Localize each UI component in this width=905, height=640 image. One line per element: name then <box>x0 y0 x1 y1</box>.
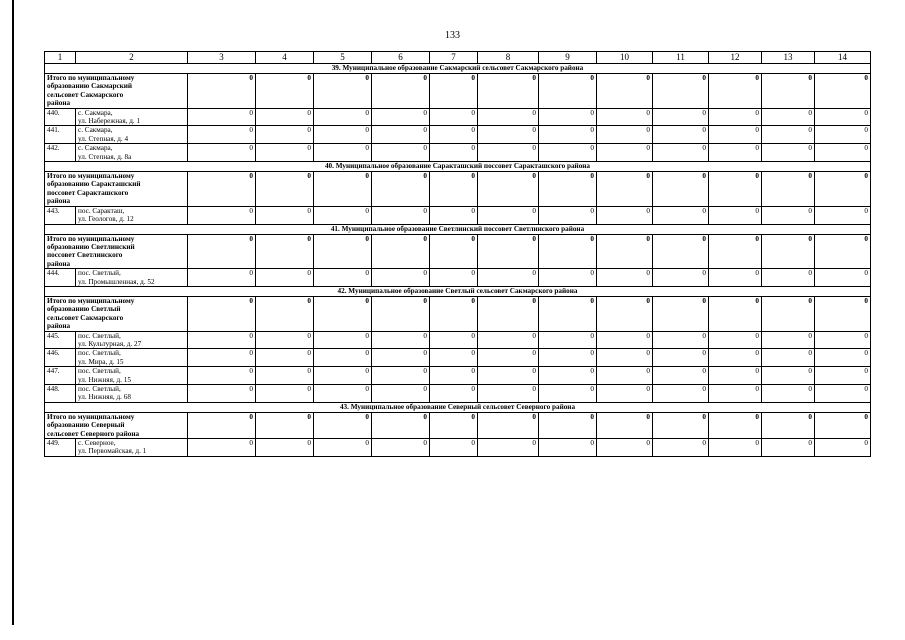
value-cell: 0 <box>597 331 653 349</box>
value-cell: 0 <box>478 412 539 438</box>
value-cell: 0 <box>762 144 815 162</box>
value-cell: 0 <box>430 367 478 385</box>
value-cell: 0 <box>314 367 372 385</box>
value-cell: 0 <box>539 331 597 349</box>
cell-line: поссовет Светлинского <box>47 251 123 260</box>
value-cell: 0 <box>597 234 653 269</box>
value-cell: 0 <box>430 206 478 224</box>
value-cell: 0 <box>762 172 815 207</box>
left-margin-rule <box>12 0 14 625</box>
cell-line: образованию Сакмарский <box>47 82 133 91</box>
table-row <box>45 144 871 162</box>
cell-line: Итого по муниципальному <box>47 412 135 421</box>
table-row <box>45 108 871 126</box>
value-cell: 0 <box>815 144 871 162</box>
address-cell <box>76 331 188 349</box>
value-cell: 0 <box>372 144 430 162</box>
value-cell: 0 <box>188 439 256 457</box>
total-label <box>45 296 188 331</box>
value-cell: 0 <box>430 331 478 349</box>
row-number: 449. <box>45 439 76 457</box>
value-cell: 0 <box>762 296 815 331</box>
value-cell: 0 <box>539 367 597 385</box>
value-cell: 0 <box>256 385 314 403</box>
total-row <box>45 412 871 438</box>
cell-line: Итого по муниципальному <box>47 74 135 82</box>
value-cell: 0 <box>430 349 478 367</box>
value-cell: 0 <box>256 412 314 438</box>
cell-line: ул. Нижняя, д. 15 <box>78 375 131 384</box>
cell-line: с. Северное, <box>78 439 116 448</box>
value-cell: 0 <box>762 206 815 224</box>
value-cell: 0 <box>815 206 871 224</box>
value-cell: 0 <box>478 234 539 269</box>
cell-line: пос. Светлый, <box>78 367 121 376</box>
value-cell: 0 <box>709 367 762 385</box>
section-title: 41. Муниципальное образование Светлинский поссовет Светлинского района <box>45 224 871 234</box>
value-cell: 0 <box>188 412 256 438</box>
cell-line: с. Сакмара, <box>78 108 113 117</box>
value-cell: 0 <box>372 296 430 331</box>
value-cell: 0 <box>653 412 709 438</box>
value-cell: 0 <box>372 126 430 144</box>
address-cell <box>76 144 188 162</box>
value-cell: 0 <box>597 172 653 207</box>
column-header-row <box>45 52 871 64</box>
value-cell: 0 <box>188 144 256 162</box>
value-cell: 0 <box>188 74 256 109</box>
value-cell: 0 <box>188 234 256 269</box>
value-cell: 0 <box>256 349 314 367</box>
cell-line: района <box>47 322 71 331</box>
column-header: 6 <box>372 52 430 64</box>
cell-line: Итого по муниципальному <box>47 172 135 181</box>
row-number: 448. <box>45 385 76 403</box>
value-cell: 0 <box>709 108 762 126</box>
cell-line: пос. Светлый, <box>78 349 121 358</box>
value-cell: 0 <box>762 385 815 403</box>
value-cell: 0 <box>539 74 597 109</box>
cell-line: ул. Степная, д. 4 <box>78 134 129 143</box>
table-row <box>45 367 871 385</box>
value-cell: 0 <box>709 296 762 331</box>
total-row <box>45 172 871 207</box>
cell-line: ул. Степная, д. 8а <box>78 152 132 161</box>
cell-line: ул. Набережная, д. 1 <box>78 117 141 126</box>
value-cell: 0 <box>314 349 372 367</box>
value-cell: 0 <box>815 412 871 438</box>
value-cell: 0 <box>653 172 709 207</box>
table-row <box>45 349 871 367</box>
cell-line: ул. Геологов, д. 12 <box>78 215 134 224</box>
value-cell: 0 <box>539 269 597 287</box>
cell-line: района <box>47 259 71 268</box>
row-number: 442. <box>45 144 76 162</box>
value-cell: 0 <box>597 439 653 457</box>
value-cell: 0 <box>653 439 709 457</box>
value-cell: 0 <box>597 269 653 287</box>
table-row <box>45 206 871 224</box>
value-cell: 0 <box>188 206 256 224</box>
value-cell: 0 <box>762 331 815 349</box>
value-cell: 0 <box>653 349 709 367</box>
value-cell: 0 <box>372 234 430 269</box>
cell-line: поссовет Саракташского <box>47 188 129 197</box>
value-cell: 0 <box>815 385 871 403</box>
value-cell: 0 <box>539 296 597 331</box>
cell-line: района <box>47 99 71 108</box>
table-row <box>45 439 871 457</box>
cell-line: сельсовет Северного района <box>47 429 140 438</box>
value-cell: 0 <box>709 412 762 438</box>
data-table <box>44 51 871 457</box>
value-cell: 0 <box>709 385 762 403</box>
value-cell: 0 <box>762 108 815 126</box>
value-cell: 0 <box>709 234 762 269</box>
value-cell: 0 <box>539 385 597 403</box>
column-header: 7 <box>430 52 478 64</box>
table-row <box>45 269 871 287</box>
value-cell: 0 <box>815 108 871 126</box>
value-cell: 0 <box>653 126 709 144</box>
value-cell: 0 <box>256 367 314 385</box>
cell-line: образованию Северный <box>47 421 125 430</box>
value-cell: 0 <box>709 74 762 109</box>
value-cell: 0 <box>709 144 762 162</box>
value-cell: 0 <box>597 144 653 162</box>
address-cell <box>76 349 188 367</box>
value-cell: 0 <box>709 349 762 367</box>
cell-line: с. Сакмара, <box>78 126 113 135</box>
value-cell: 0 <box>430 234 478 269</box>
address-cell <box>76 367 188 385</box>
value-cell: 0 <box>314 296 372 331</box>
value-cell: 0 <box>188 172 256 207</box>
value-cell: 0 <box>314 126 372 144</box>
value-cell: 0 <box>762 349 815 367</box>
value-cell: 0 <box>478 74 539 109</box>
value-cell: 0 <box>653 206 709 224</box>
value-cell: 0 <box>430 144 478 162</box>
value-cell: 0 <box>478 349 539 367</box>
cell-line: сельсовет Сакмарского <box>47 90 124 99</box>
section-title: 39. Муниципальное образование Сакмарский сельсовет Сакмарского района <box>45 64 871 74</box>
value-cell: 0 <box>539 108 597 126</box>
value-cell: 0 <box>314 206 372 224</box>
value-cell: 0 <box>709 269 762 287</box>
value-cell: 0 <box>314 385 372 403</box>
value-cell: 0 <box>762 74 815 109</box>
cell-line: ул. Первомайская, д. 1 <box>78 447 147 456</box>
value-cell: 0 <box>256 172 314 207</box>
value-cell: 0 <box>815 74 871 109</box>
value-cell: 0 <box>653 234 709 269</box>
value-cell: 0 <box>539 349 597 367</box>
value-cell: 0 <box>430 296 478 331</box>
value-cell: 0 <box>478 367 539 385</box>
value-cell: 0 <box>372 412 430 438</box>
value-cell: 0 <box>188 367 256 385</box>
value-cell: 0 <box>653 144 709 162</box>
value-cell: 0 <box>653 269 709 287</box>
value-cell: 0 <box>478 331 539 349</box>
value-cell: 0 <box>372 172 430 207</box>
value-cell: 0 <box>815 172 871 207</box>
address-cell <box>76 269 188 287</box>
value-cell: 0 <box>314 108 372 126</box>
row-number: 445. <box>45 331 76 349</box>
total-row <box>45 234 871 269</box>
value-cell: 0 <box>314 234 372 269</box>
total-row <box>45 74 871 109</box>
cell-line: образованию Светлый <box>47 305 121 314</box>
value-cell: 0 <box>372 331 430 349</box>
value-cell: 0 <box>815 367 871 385</box>
value-cell: 0 <box>188 296 256 331</box>
value-cell: 0 <box>762 269 815 287</box>
value-cell: 0 <box>762 234 815 269</box>
row-number: 440. <box>45 108 76 126</box>
table-body <box>45 64 871 457</box>
total-label <box>45 172 188 207</box>
address-cell <box>76 385 188 403</box>
value-cell: 0 <box>256 74 314 109</box>
cell-line: района <box>47 197 71 206</box>
value-cell: 0 <box>188 331 256 349</box>
value-cell: 0 <box>372 367 430 385</box>
value-cell: 0 <box>314 74 372 109</box>
value-cell: 0 <box>314 412 372 438</box>
value-cell: 0 <box>478 126 539 144</box>
value-cell: 0 <box>430 439 478 457</box>
total-label <box>45 412 188 438</box>
value-cell: 0 <box>256 234 314 269</box>
value-cell: 0 <box>597 412 653 438</box>
value-cell: 0 <box>478 269 539 287</box>
value-cell: 0 <box>815 234 871 269</box>
value-cell: 0 <box>653 296 709 331</box>
cell-line: ул. Нижняя, д. 68 <box>78 393 131 402</box>
address-cell <box>76 126 188 144</box>
total-label <box>45 74 188 109</box>
value-cell: 0 <box>372 74 430 109</box>
value-cell: 0 <box>430 108 478 126</box>
value-cell: 0 <box>815 349 871 367</box>
row-number: 441. <box>45 126 76 144</box>
value-cell: 0 <box>597 349 653 367</box>
cell-line: пос. Светлый, <box>78 269 121 278</box>
value-cell: 0 <box>597 108 653 126</box>
value-cell: 0 <box>372 439 430 457</box>
value-cell: 0 <box>815 331 871 349</box>
value-cell: 0 <box>539 439 597 457</box>
value-cell: 0 <box>478 296 539 331</box>
value-cell: 0 <box>478 439 539 457</box>
section-header-row <box>45 402 871 412</box>
column-header: 14 <box>815 52 871 64</box>
value-cell: 0 <box>314 439 372 457</box>
value-cell: 0 <box>430 385 478 403</box>
value-cell: 0 <box>314 269 372 287</box>
value-cell: 0 <box>188 349 256 367</box>
value-cell: 0 <box>314 331 372 349</box>
value-cell: 0 <box>709 172 762 207</box>
value-cell: 0 <box>597 126 653 144</box>
value-cell: 0 <box>539 172 597 207</box>
value-cell: 0 <box>539 206 597 224</box>
column-header: 8 <box>478 52 539 64</box>
value-cell: 0 <box>256 439 314 457</box>
value-cell: 0 <box>256 269 314 287</box>
value-cell: 0 <box>256 108 314 126</box>
value-cell: 0 <box>815 296 871 331</box>
column-header: 11 <box>653 52 709 64</box>
column-header: 1 <box>45 52 76 64</box>
value-cell: 0 <box>372 385 430 403</box>
value-cell: 0 <box>762 412 815 438</box>
value-cell: 0 <box>653 367 709 385</box>
value-cell: 0 <box>430 74 478 109</box>
column-header: 10 <box>597 52 653 64</box>
value-cell: 0 <box>597 296 653 331</box>
value-cell: 0 <box>478 206 539 224</box>
value-cell: 0 <box>314 172 372 207</box>
value-cell: 0 <box>539 144 597 162</box>
column-header: 5 <box>314 52 372 64</box>
row-number: 443. <box>45 206 76 224</box>
cell-line: ул. Культурная, д. 27 <box>78 339 142 348</box>
value-cell: 0 <box>653 385 709 403</box>
value-cell: 0 <box>256 144 314 162</box>
value-cell: 0 <box>188 108 256 126</box>
value-cell: 0 <box>815 126 871 144</box>
row-number: 446. <box>45 349 76 367</box>
value-cell: 0 <box>815 269 871 287</box>
section-title: 40. Муниципальное образование Саракташский поссовет Саракташского района <box>45 162 871 172</box>
column-header: 2 <box>76 52 188 64</box>
value-cell: 0 <box>762 439 815 457</box>
column-header: 12 <box>709 52 762 64</box>
value-cell: 0 <box>709 439 762 457</box>
cell-line: пос. Саракташ, <box>78 206 125 215</box>
value-cell: 0 <box>597 385 653 403</box>
cell-line: Итого по муниципальному <box>47 296 135 305</box>
cell-line: образованию Саракташский <box>47 180 141 189</box>
value-cell: 0 <box>478 172 539 207</box>
total-row <box>45 296 871 331</box>
address-cell <box>76 206 188 224</box>
value-cell: 0 <box>762 126 815 144</box>
value-cell: 0 <box>372 349 430 367</box>
cell-line: Итого по муниципальному <box>47 234 135 243</box>
cell-line: ул. Промышленная, д. 52 <box>78 277 155 286</box>
value-cell: 0 <box>815 439 871 457</box>
section-header-row <box>45 224 871 234</box>
value-cell: 0 <box>478 144 539 162</box>
value-cell: 0 <box>597 74 653 109</box>
value-cell: 0 <box>709 206 762 224</box>
value-cell: 0 <box>709 126 762 144</box>
cell-line: с. Сакмара, <box>78 144 113 153</box>
value-cell: 0 <box>256 126 314 144</box>
cell-line: пос. Светлый, <box>78 385 121 393</box>
section-header-row <box>45 64 871 74</box>
value-cell: 0 <box>188 269 256 287</box>
value-cell: 0 <box>653 74 709 109</box>
section-header-row <box>45 286 871 296</box>
row-number: 447. <box>45 367 76 385</box>
value-cell: 0 <box>372 206 430 224</box>
value-cell: 0 <box>478 385 539 403</box>
value-cell: 0 <box>653 331 709 349</box>
column-header: 3 <box>188 52 256 64</box>
cell-line: образованию Светлинский <box>47 242 135 251</box>
value-cell: 0 <box>430 172 478 207</box>
value-cell: 0 <box>709 331 762 349</box>
section-title: 42. Муниципальное образование Светлый сельсовет Сакмарского района <box>45 286 871 296</box>
page-number: 133 <box>445 30 460 41</box>
row-number: 444. <box>45 269 76 287</box>
value-cell: 0 <box>762 367 815 385</box>
value-cell: 0 <box>539 126 597 144</box>
address-cell <box>76 108 188 126</box>
table-row <box>45 331 871 349</box>
value-cell: 0 <box>188 126 256 144</box>
value-cell: 0 <box>188 385 256 403</box>
value-cell: 0 <box>653 108 709 126</box>
value-cell: 0 <box>314 144 372 162</box>
value-cell: 0 <box>478 108 539 126</box>
section-title: 43. Муниципальное образование Северный сельсовет Северного района <box>45 402 871 412</box>
value-cell: 0 <box>256 296 314 331</box>
cell-line: сельсовет Сакмарского <box>47 313 124 322</box>
column-header: 4 <box>256 52 314 64</box>
column-header: 9 <box>539 52 597 64</box>
value-cell: 0 <box>372 269 430 287</box>
value-cell: 0 <box>539 412 597 438</box>
table-row <box>45 385 871 403</box>
section-header-row <box>45 162 871 172</box>
value-cell: 0 <box>256 331 314 349</box>
value-cell: 0 <box>256 206 314 224</box>
value-cell: 0 <box>430 269 478 287</box>
value-cell: 0 <box>430 126 478 144</box>
column-header: 13 <box>762 52 815 64</box>
table-row <box>45 126 871 144</box>
value-cell: 0 <box>597 367 653 385</box>
value-cell: 0 <box>430 412 478 438</box>
address-cell <box>76 439 188 457</box>
value-cell: 0 <box>597 206 653 224</box>
cell-line: ул. Мира, д. 15 <box>78 357 124 366</box>
cell-line: пос. Светлый, <box>78 331 121 340</box>
total-label <box>45 234 188 269</box>
value-cell: 0 <box>372 108 430 126</box>
value-cell: 0 <box>539 234 597 269</box>
